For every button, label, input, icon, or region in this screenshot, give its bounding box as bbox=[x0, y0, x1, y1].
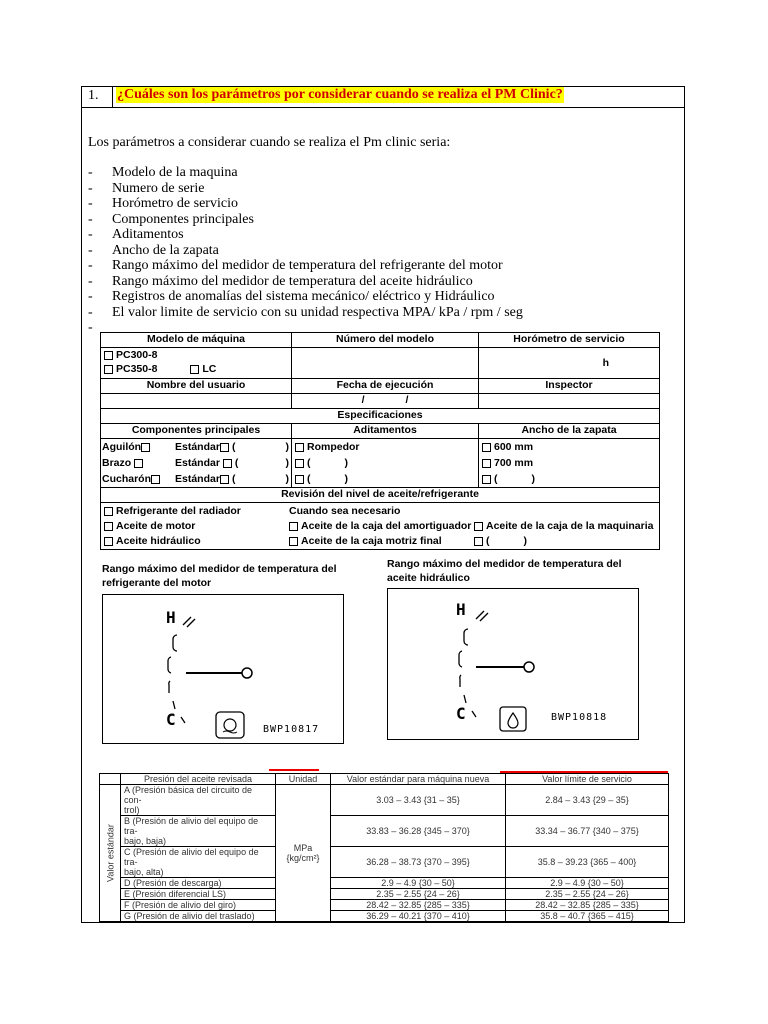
gauge-pivot bbox=[242, 668, 252, 678]
machinery-oil-checkbox[interactable] bbox=[474, 522, 483, 531]
question-number: 1. bbox=[88, 88, 99, 103]
table-row: Valor estándar A (Presión básica del circuito de con- trol) MPa {kg/cm²} 3.03 – 3.43 {31 – 35} 2.84 – 3.43 {29 – 35} bbox=[100, 785, 669, 816]
radiator-checkbox[interactable] bbox=[104, 507, 113, 516]
damper-oil-label: Aceite de la caja del amortiguador bbox=[301, 520, 472, 532]
parameter-list: - Modelo de la maquina - Numero de serie - Horómetro de servicio - Componentes principales - Aditamentos - Ancho de la zapata - Rango máximo del medidor de temperatura del refrigerante del motor - Rango máximo del medidor de temperatura del aceite hidráulico - Registros de anomalías del sistema mecánico/ eléctrico y Hidráulico - El valor limite de servicio con su unidad respectiva MPA/ kPa / rpm / seg - bbox=[88, 165, 523, 335]
arm-label: Brazo bbox=[102, 455, 146, 471]
shoe-700-checkbox[interactable] bbox=[482, 459, 491, 468]
number-divider bbox=[112, 87, 113, 107]
hot-label: H bbox=[456, 600, 466, 619]
engine-oil-checkbox[interactable] bbox=[104, 522, 113, 531]
col-header-limit: Valor límite de servicio bbox=[506, 774, 669, 785]
bucket-checkbox[interactable] bbox=[151, 475, 160, 484]
breaker-checkbox[interactable] bbox=[295, 443, 304, 452]
model-b-checkbox[interactable] bbox=[104, 365, 113, 374]
table-row: F (Presión de alivio del giro) 28.42 – 32.85 {285 – 335} 28.42 – 32.85 {285 – 335} bbox=[100, 900, 669, 911]
machinery-oil-label: Aceite de la caja de la maquinaria bbox=[486, 520, 654, 532]
table-row: B (Presión de alivio del equipo de tra- bajo, baja) 33.83 – 36.28 {345 – 370} 33.34 – 36.77 {340 – 375} bbox=[100, 816, 669, 847]
boom-standard-checkbox[interactable] bbox=[220, 443, 229, 452]
lc-checkbox[interactable] bbox=[190, 365, 199, 374]
table-row: D (Presión de descarga) 2.9 – 4.9 {30 – 50} 2.9 – 4.9 {30 – 50} bbox=[100, 878, 669, 889]
shoe-other-checkbox[interactable] bbox=[482, 475, 491, 484]
model-number-field[interactable] bbox=[292, 348, 479, 379]
damper-oil-checkbox[interactable] bbox=[289, 522, 298, 531]
date-header: Fecha de ejecución bbox=[292, 379, 479, 394]
user-header: Nombre del usuario bbox=[101, 379, 292, 394]
list-item: - El valor limite de servicio con su unidad respectiva MPA/ kPa / rpm / seg bbox=[88, 304, 523, 320]
col-header-pressure: Presión del aceite revisada bbox=[121, 774, 276, 785]
inspector-header: Inspector bbox=[479, 379, 660, 394]
header-divider bbox=[82, 107, 684, 108]
table-row: G (Presión de alivio del traslado) 36.29 – 40.21 {370 – 410} 35.8 – 40.7 {365 – 415} bbox=[100, 911, 669, 922]
oil-check-header: Revisión del nivel de aceite/refrigerante bbox=[101, 488, 660, 503]
col-header-unit: Unidad bbox=[276, 774, 331, 785]
attachment-2-checkbox[interactable] bbox=[295, 459, 304, 468]
gauge-pivot bbox=[524, 662, 534, 672]
document-frame bbox=[81, 86, 685, 923]
boom-standard: Estándar ( bbox=[175, 441, 236, 453]
components-header: Componentes principales bbox=[101, 424, 292, 439]
model-a-label: PC300-8 bbox=[116, 349, 158, 361]
hydraulic-oil-label: Aceite hidráulico bbox=[116, 535, 201, 547]
coolant-gauge-drawing bbox=[103, 595, 343, 743]
bucket-standard-checkbox[interactable] bbox=[220, 475, 229, 484]
list-item: - Ancho de la zapata bbox=[88, 242, 219, 258]
shoe-width-header: Ancho de la zapata bbox=[479, 424, 660, 439]
user-field[interactable] bbox=[101, 394, 292, 409]
table-row: C (Presión de alivio del equipo de tra- bajo, alta) 36.28 – 38.73 {370 – 395} 35.8 – 39.23 {365 – 400} bbox=[100, 847, 669, 878]
answer-intro: Los parámetros a considerar cuando se realiza el Pm clinic seria: bbox=[88, 135, 451, 150]
model-number-header: Número del modelo bbox=[292, 333, 479, 348]
shoe-600-label: 600 mm bbox=[494, 441, 534, 453]
bucket-label: Cucharón bbox=[102, 471, 163, 487]
breaker-label: Rompedor bbox=[307, 441, 360, 453]
engine-oil-label: Aceite de motor bbox=[116, 520, 196, 532]
gauge-code: BWP10817 bbox=[263, 724, 320, 735]
gauge-code: BWP10818 bbox=[551, 712, 608, 723]
radiator-label: Refrigerante del radiador bbox=[116, 505, 241, 517]
col-header-standard: Valor estándar para máquina nueva bbox=[331, 774, 506, 785]
list-item: - Modelo de la maquina bbox=[88, 165, 238, 180]
list-item: - Rango máximo del medidor de temperatura del refrigerante del motor bbox=[88, 258, 503, 273]
unit-cell: MPa {kg/cm²} bbox=[276, 785, 331, 922]
inspector-field[interactable] bbox=[479, 394, 660, 409]
pm-clinic-form: Modelo de máquina Número del modelo Horómetro de servicio PC300-8 PC350-8 LC h Nombre del usuario Fecha de ejecución Inspector / / Especificaciones Componentes principales Aditamentos Ancho de la zapata Aguilón Estándar ( ) Brazo Estándar ( ) Cucharón Estándar ( ) Rompedor ( ) ( ) 600 mm 700 mm ( ) Revisión del nivel de aceite/refrigerante Refrigerante del radiador Aceite de motor Aceite hidráulico Cuando sea necesario Aceite de la caja del amortiguador Aceite de la caja motriz final Aceite de la caja de la maquinaria ( ) bbox=[100, 332, 660, 548]
hourmeter-field[interactable]: h bbox=[479, 348, 660, 379]
pressure-table bbox=[99, 773, 669, 922]
hydraulic-temperature-gauge bbox=[387, 588, 639, 740]
coolant-icon bbox=[216, 712, 244, 738]
list-item: - Horómetro de servicio bbox=[88, 196, 238, 211]
hydraulic-oil-checkbox[interactable] bbox=[104, 537, 113, 546]
bucket-standard: Estándar ( bbox=[175, 473, 236, 485]
model-a-checkbox[interactable] bbox=[104, 351, 113, 360]
other-oil-checkbox[interactable] bbox=[474, 537, 483, 546]
list-item: - Rango máximo del medidor de temperatura del aceite hidráulico bbox=[88, 273, 473, 289]
shoe-600-checkbox[interactable] bbox=[482, 443, 491, 452]
list-item: - Numero de serie bbox=[88, 180, 205, 196]
attachments-header: Aditamentos bbox=[292, 424, 479, 439]
model-header: Modelo de máquina bbox=[101, 333, 292, 348]
specs-header: Especificaciones bbox=[101, 409, 660, 424]
list-item: - Aditamentos bbox=[88, 227, 184, 242]
boom-checkbox[interactable] bbox=[141, 443, 150, 452]
hot-label: H bbox=[166, 608, 176, 627]
model-b-label: PC350-8 bbox=[116, 363, 158, 375]
attachment-3-checkbox[interactable] bbox=[295, 475, 304, 484]
list-item: - Registros de anomalías del sistema mecánico/ eléctrico y Hidráulico bbox=[88, 289, 495, 304]
coolant-temperature-gauge bbox=[102, 594, 344, 744]
when-needed-label: Cuando sea necesario bbox=[289, 505, 401, 517]
lc-label: LC bbox=[202, 363, 217, 375]
side-label: Valor estándar bbox=[100, 785, 121, 922]
cold-label: C bbox=[456, 704, 466, 723]
final-drive-checkbox[interactable] bbox=[289, 537, 298, 546]
boom-label: Aguilón bbox=[102, 439, 153, 455]
question-text: ¿Cuáles son los parámetros por considerar cuando se realiza el PM Clinic? bbox=[117, 87, 563, 102]
arm-standard-checkbox[interactable] bbox=[223, 459, 232, 468]
cold-label: C bbox=[166, 710, 176, 729]
hydraulic-gauge-title: Rango máximo del medidor de temperatura del aceite hidráulico bbox=[387, 558, 622, 584]
table-row: E (Presión diferencial LS) 2.35 – 2.55 {24 – 26} 2.35 – 2.55 {24 – 26} bbox=[100, 889, 669, 900]
hourmeter-header: Horómetro de servicio bbox=[479, 333, 660, 348]
arm-standard: Estándar ( bbox=[175, 457, 239, 469]
unit-highlight-mark bbox=[269, 769, 319, 771]
arm-checkbox[interactable] bbox=[134, 459, 143, 468]
date-field[interactable]: / / bbox=[292, 394, 479, 409]
list-item: - Componentes principales bbox=[88, 211, 254, 227]
shoe-700-label: 700 mm bbox=[494, 457, 534, 469]
final-drive-label: Aceite de la caja motriz final bbox=[301, 535, 442, 547]
coolant-gauge-title: Rango máximo del medidor de temperatura del refrigerante del motor bbox=[102, 563, 337, 589]
